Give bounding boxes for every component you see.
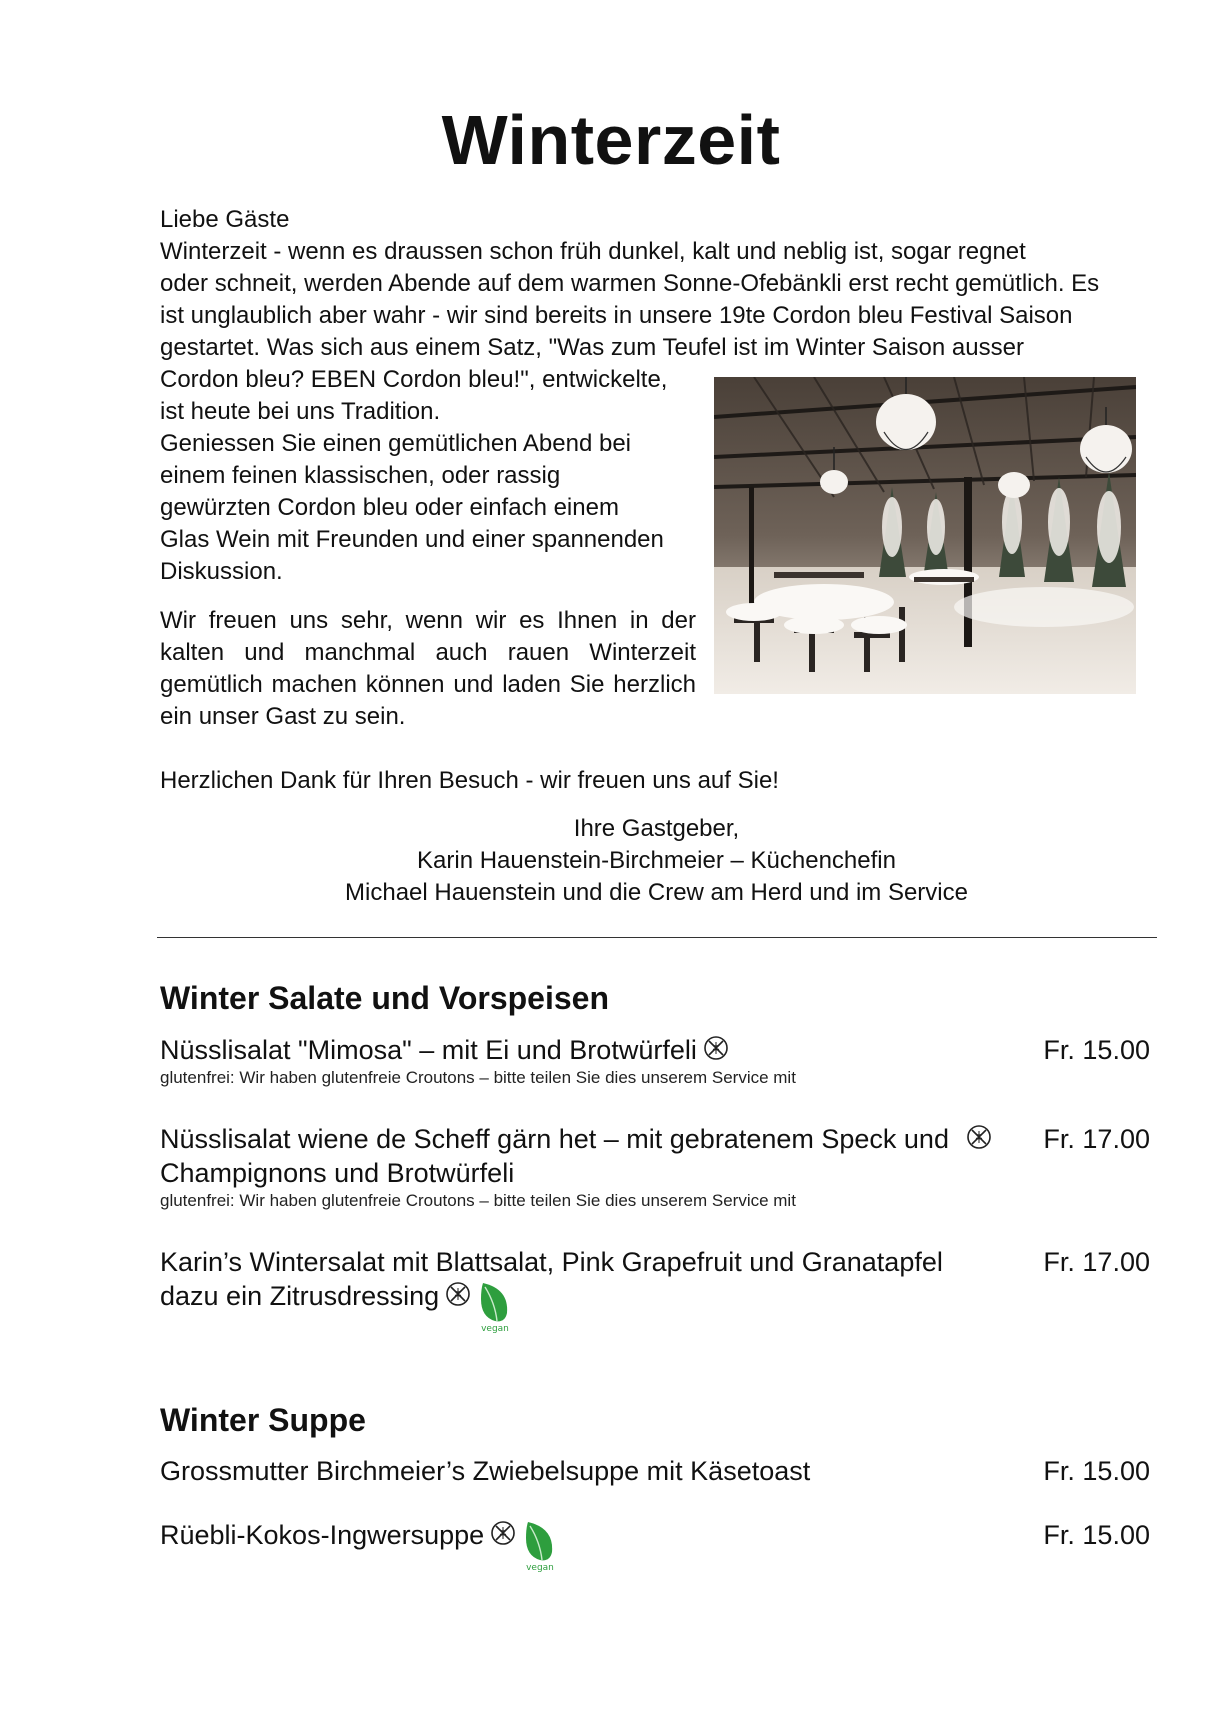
menu-item-price: Fr. 15.00 (1043, 1035, 1150, 1065)
menu-item-note: glutenfrei: Wir haben glutenfreie Croutons – bitte teilen Sie dies unserem Service mit (160, 1068, 796, 1087)
svg-text:vegan: vegan (481, 1324, 510, 1334)
menu-item-price: Fr. 15.00 (1043, 1456, 1150, 1486)
menu-item (160, 1245, 1150, 1335)
divider (157, 937, 1157, 938)
menu-item-note: glutenfrei: Wir haben glutenfreie Croutons – bitte teilen Sie dies unserem Service mit (160, 1191, 796, 1210)
intro-line: Geniessen Sie einen gemütlichen Abend bei (160, 430, 631, 457)
menu-item (160, 1454, 1150, 1488)
thanks-text: Herzlichen Dank für Ihren Besuch - wir freuen uns auf Sie! (160, 767, 779, 794)
intro-line: ist unglaublich aber wahr - wir sind bereits in unsere 19te Cordon bleu Festival Saison (160, 302, 1073, 329)
page-title: Winterzeit (441, 101, 781, 179)
svg-text:vegan: vegan (526, 1563, 555, 1573)
menu-item-price: Fr. 17.00 (1043, 1124, 1150, 1154)
menu-item (160, 1122, 1150, 1212)
section-title-salads: Winter Salate und Vorspeisen (160, 980, 609, 1016)
menu-item-name: Karin’s Wintersalat mit Blattsalat, Pink Grapefruit und Granatapfel dazu ein Zitrusdressing vegan (160, 1247, 943, 1334)
signature-line: Karin Hauenstein-Birchmeier – Küchenchefin (417, 847, 896, 874)
menu-item (160, 1033, 1150, 1089)
signature-line: Michael Hauenstein und die Crew am Herd und im Service (345, 879, 968, 906)
menu-item-name: Nüsslisalat wiene de Scheff gärn het – mit gebratenem Speck und Champignons und Brotwürfeli (160, 1124, 949, 1188)
intro-line: ist heute bei uns Tradition. (160, 398, 441, 425)
intro-line: gestartet. Was sich aus einem Satz, "Was zum Teufel ist im Winter Saison ausser (160, 334, 1024, 361)
menu-item-price: Fr. 17.00 (1043, 1247, 1150, 1277)
gluten-free-icon (703, 1035, 729, 1061)
intro-line: oder schneit, werden Abende auf dem warmen Sonne-Ofebänkli erst recht gemütlich. Es (160, 270, 1100, 297)
intro-line: Winterzeit - wenn es draussen schon früh dunkel, kalt und neblig ist, sogar regnet (160, 238, 1026, 265)
signature-line: Ihre Gastgeber, (573, 815, 740, 842)
intro-line: Diskussion. (160, 558, 283, 585)
gluten-free-icon (445, 1281, 471, 1307)
section-title-soups: Winter Suppe (160, 1402, 366, 1438)
gluten-free-icon (966, 1124, 992, 1150)
intro-line: einem feinen klassischen, oder rassig (160, 462, 561, 489)
intro-line: gewürzten Cordon bleu oder einfach einem (160, 494, 619, 521)
menu-item-name: Nüsslisalat "Mimosa" – mit Ei und Brotwürfeli (160, 1033, 990, 1067)
intro-line: Cordon bleu? EBEN Cordon bleu!", entwickelte, (160, 366, 668, 393)
signature-block (160, 813, 1153, 909)
menu-item-price: Fr. 15.00 (1043, 1520, 1150, 1550)
intro-line: Liebe Gäste (160, 206, 290, 233)
menu-item-name: Grossmutter Birchmeier’s Zwiebelsuppe mit Käsetoast (160, 1456, 811, 1486)
vegan-leaf-icon (475, 1279, 515, 1335)
intro-paragraph-2: Wir freuen uns sehr, wenn wir es Ihnen in der kalten und manchmal auch rauen Winterzeit gemütlich machen können und laden Sie herzlich ein unser Gast zu sein. (160, 607, 696, 730)
menu-item (160, 1518, 1150, 1574)
vegan-leaf-icon (520, 1518, 560, 1574)
intro-line: Glas Wein mit Freunden und einer spannenden (160, 526, 664, 553)
snowy-terrace-photo (714, 377, 1136, 694)
menu-item-name: Rüebli-Kokos-Ingwersuppe vegan (160, 1518, 990, 1574)
gluten-free-icon (490, 1520, 516, 1546)
